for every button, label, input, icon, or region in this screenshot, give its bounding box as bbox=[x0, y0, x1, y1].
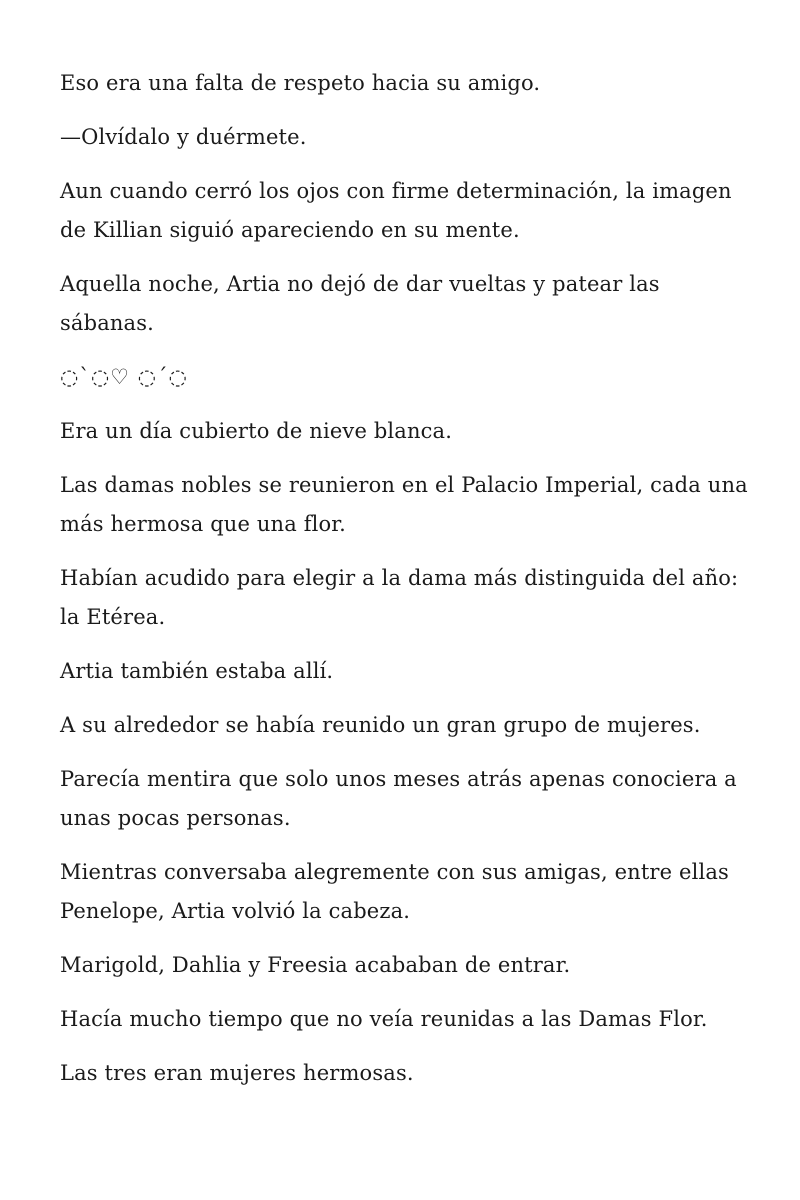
paragraph-11: Mientras conversaba alegremente con sus amigas, entre ellas Penelope, Artia volvió la cabeza. bbox=[60, 860, 729, 923]
paragraph-8: Artia también estaba allí. bbox=[60, 659, 334, 683]
paragraph-5: Era un día cubierto de nieve blanca. bbox=[60, 419, 453, 443]
paragraph-1: Eso era una falta de respeto hacia su amigo. bbox=[60, 71, 541, 95]
paragraph-9: A su alrededor se había reunido un gran grupo de mujeres. bbox=[60, 713, 701, 737]
paragraph-6: Las damas nobles se reunieron en el Palacio Imperial, cada una más hermosa que una flor. bbox=[60, 473, 748, 536]
reading-page bbox=[60, 64, 750, 1108]
paragraph-4: Aquella noche, Artia no dejó de dar vueltas y patear las sábanas. bbox=[60, 272, 660, 335]
paragraph-12: Marigold, Dahlia y Freesia acababan de entrar. bbox=[60, 953, 571, 977]
paragraph-3: Aun cuando cerró los ojos con firme determinación, la imagen de Killian siguió apareciendo en su mente. bbox=[60, 179, 732, 242]
paragraph-7: Habían acudido para elegir a la dama más distinguida del año: la Etérea. bbox=[60, 566, 739, 629]
scene-divider: ◌`◌♡ ◌´◌ bbox=[60, 365, 188, 389]
paragraph-13: Hacía mucho tiempo que no veía reunidas a las Damas Flor. bbox=[60, 1007, 708, 1031]
paragraph-2: —Olvídalo y duérmete. bbox=[60, 125, 307, 149]
paragraph-14: Las tres eran mujeres hermosas. bbox=[60, 1061, 414, 1085]
paragraph-10: Parecía mentira que solo unos meses atrás apenas conociera a unas pocas personas. bbox=[60, 767, 737, 830]
